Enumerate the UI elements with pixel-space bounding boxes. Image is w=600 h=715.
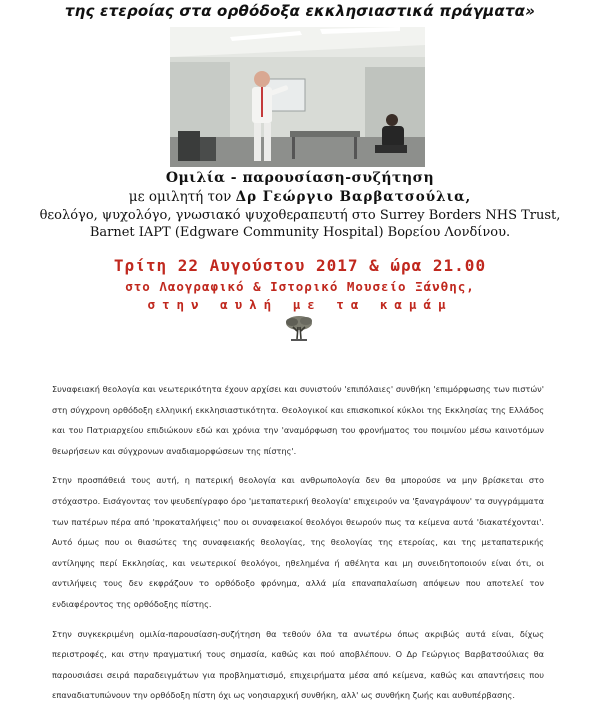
- event-date-time: Τρίτη 22 Αυγούστου 2017 & ώρα 21.00: [113, 256, 487, 275]
- page-title: της ετεροίας στα ορθόδοξα εκκλησιαστικά πράγματα»: [64, 2, 536, 20]
- speaker-line: [0, 189, 600, 205]
- event-venue-line-2: στην αυλή με τα καμάμ: [147, 297, 453, 312]
- event-subtitle: Ομιλία - παρουσίαση-συζήτηση: [165, 170, 435, 186]
- speaker-prefix: με ομιλητή τον: [128, 189, 236, 205]
- speaker-credentials-line-2: Barnet IAPT (Edgware Community Hospital) Βορείου Λονδίνου.: [89, 225, 511, 240]
- olive-tree-icon: [282, 313, 316, 343]
- speaker-name: Δρ Γεώργιο Βαρβατσούλια,: [235, 189, 472, 205]
- body-text: [52, 379, 544, 715]
- body-paragraph: Συναφειακή θεολογία και νεωτερικότητα έχουν αρχίσει και συνιστούν 'επιπόλαιες' συνθήκη 'επιμόρφωσης των πιστών' στη σύγχρονη ορθόδοξη ελληνική εκκλησιαστικότητα. Θεολογικοί και επισκοπικοί κύκλοι της Εκκλησίας της Ελλάδος και του Πατριαρχείου επιδιώκουν εδώ και χρόνια την 'αναμόρφωση του φρονήματος του ποιμνίου μέσω καινοτόμων θεωρήσεων και σύγχρονων αναδιαμορφώσεων της πίστης'.: [52, 384, 544, 456]
- body-paragraph: Στην συγκεκριμένη ομιλία-παρουσίαση-συζήτηση θα τεθούν όλα τα ανωτέρω όπως ακριβώς αυτά είναι, δίχως περιστροφές, και στην πραγματική τους σημασία, καθώς και πού αποβλέπουν. Ο Δρ Γεώργιος Βαρβατσούλιας θα παρουσιάσει σειρά παραδειγμάτων για προβληματισμό, επιχειρήματα μέσα από κείμενα, καθώς και απαντήσεις που επαναδιατυπώνουν την ορθόδοξη πίστη όχι ως νοησιαρχική συνθήκη, αλλ' ως συνθήκη ζωής και αυθυπέρβασης.: [52, 628, 544, 701]
- speaker-credentials-line-1: θεολόγο, ψυχολόγο, γνωσιακό ψυχοθεραπευτή στο Surrey Borders NHS Trust,: [39, 208, 561, 223]
- speaker-photo: [170, 27, 425, 167]
- event-venue-line-1: στο Λαογραφικό & Ιστορικό Μουσείο Ξάνθης,: [125, 279, 475, 294]
- body-paragraph: Στην προσπάθειά τους αυτή, η πατερική θεολογία και ανθρωπολογία δεν θα μπορούσε να μην βρίσκεται στο στόχαστρο. Εισάγοντας τον ψευδεπίγραφο όρο 'μεταπατερική θεολογία' επιχειρούν να 'ξαναγράψουν' τα συγγράμματα των πατέρων πέρα από 'προκαταλήψεις' που οι συναφειακοί θεολόγοι θεωρούν πως τα κείμενα αυτά 'διακατέχονται'. Αυτό όμως που οι θιασώτες της συναφειακής θεολογίας, της θεολογίας της ετεροίας, και της μεταπατερικής αντίληψης περί Εκκλησίας, και νεωτερικοί θεολόγοι, ηθελημένα ή αθέλητα και μη συνειδητοποιούν είναι ότι, οι αντιλήψεις τους δεν εκφράζουν το ορθόδοξο φρόνημα, αλλά μία επαναπαλαίωση απόψεων που αποτελεί τον ενδιαφέροντος της ορθόδοξης πίστης.: [52, 475, 544, 609]
